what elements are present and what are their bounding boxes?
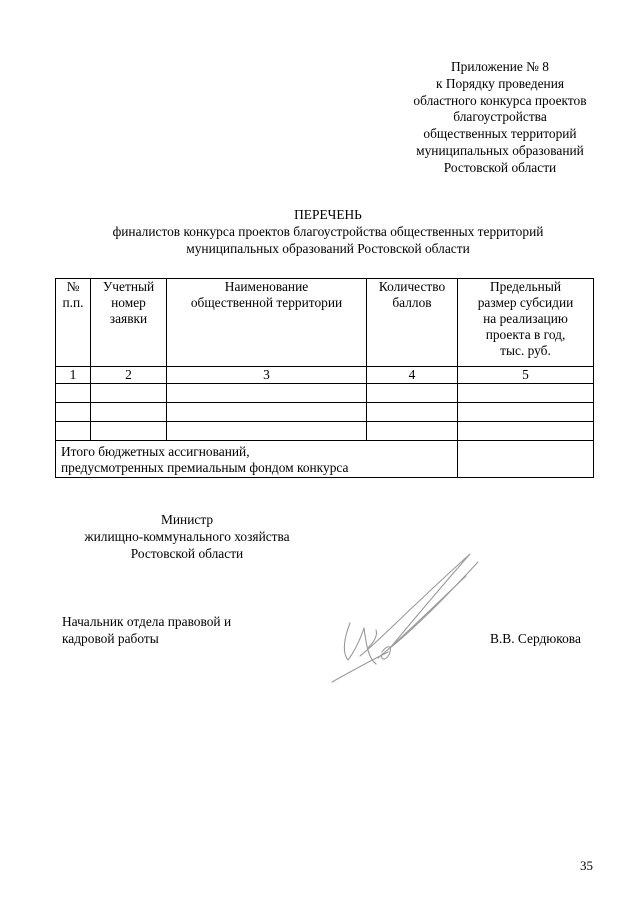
header-cell-points — [367, 279, 458, 367]
column-number: 1 — [56, 367, 91, 384]
header-text: тыс. руб. — [500, 343, 551, 358]
header-text: Количество — [378, 279, 446, 294]
total-value-cell — [458, 441, 594, 478]
minister-block — [52, 511, 322, 562]
department-head-block — [62, 613, 322, 647]
table-cell — [56, 403, 91, 422]
header-text: баллов — [392, 295, 432, 310]
handwritten-signature — [320, 548, 485, 688]
table-cell — [167, 384, 367, 403]
table-header-row — [56, 279, 594, 367]
title-heading: ПЕРЕЧЕНЬ — [294, 207, 362, 222]
annex-line: областного конкурса проектов — [413, 92, 587, 108]
table-row — [56, 384, 594, 403]
header-cell-registration — [91, 279, 167, 367]
total-label — [56, 441, 458, 478]
title-subtitle-line1: финалистов конкурса проектов благоустройства общественных территорий — [112, 224, 544, 239]
header-text: Учетный — [102, 279, 155, 294]
table-cell — [367, 422, 458, 441]
signer-name: В.В. Сердюкова — [490, 631, 581, 646]
annex-line: к Порядку проведения — [435, 75, 565, 91]
table-row — [56, 422, 594, 441]
column-number: 4 — [367, 367, 458, 384]
column-number: 2 — [91, 367, 167, 384]
table-cell — [91, 384, 167, 403]
annex-line: благоустройства — [453, 109, 547, 125]
header-cell-number — [56, 279, 91, 367]
header-text: номер — [111, 295, 146, 310]
column-number: 3 — [167, 367, 367, 384]
annex-line: общественных территорий — [423, 126, 577, 142]
total-row — [56, 441, 594, 478]
annex-line: Приложение № 8 — [450, 59, 550, 74]
header-cell-subsidy — [458, 279, 594, 367]
header-text: Наименование — [224, 279, 309, 294]
table-row — [56, 403, 594, 422]
header-text: проекта в год, — [485, 327, 566, 342]
document-title — [40, 206, 616, 257]
column-number: 5 — [458, 367, 594, 384]
table-cell — [458, 422, 594, 441]
table-cell — [458, 403, 594, 422]
annex-line: Ростовской области — [443, 159, 557, 175]
table-cell — [56, 422, 91, 441]
header-cell-territory — [167, 279, 367, 367]
minister-line: Министр — [160, 512, 214, 527]
table-cell — [56, 384, 91, 403]
total-label-line: предусмотренных премиальным фондом конкурса — [61, 460, 349, 475]
title-subtitle-line2: муниципальных образований Ростовской области — [186, 241, 470, 256]
header-text: п.п. — [62, 295, 84, 310]
table-cell — [367, 403, 458, 422]
header-text: заявки — [109, 311, 148, 326]
header-text: общественной территории — [190, 295, 343, 310]
chief-title-line: кадровой работы — [62, 631, 159, 646]
annex-line: муниципальных образований — [416, 142, 584, 158]
finalists-table — [55, 278, 594, 478]
header-text: Предельный — [489, 279, 561, 294]
table-cell — [91, 403, 167, 422]
column-number-row — [56, 367, 594, 384]
table-cell — [167, 422, 367, 441]
table-cell — [91, 422, 167, 441]
page-number: 35 — [580, 858, 593, 873]
header-text: на реализацию — [483, 311, 568, 326]
total-label-line: Итого бюджетных ассигнований, — [61, 444, 250, 459]
minister-line: жилищно-коммунального хозяйства — [84, 529, 290, 544]
table-cell — [367, 384, 458, 403]
chief-title-line: Начальник отдела правовой и — [62, 614, 232, 629]
header-text: № — [66, 279, 80, 294]
table-cell — [167, 403, 367, 422]
minister-line: Ростовской области — [130, 546, 244, 561]
table-cell — [458, 384, 594, 403]
annex-header — [380, 59, 620, 177]
header-text: размер субсидии — [477, 295, 574, 310]
